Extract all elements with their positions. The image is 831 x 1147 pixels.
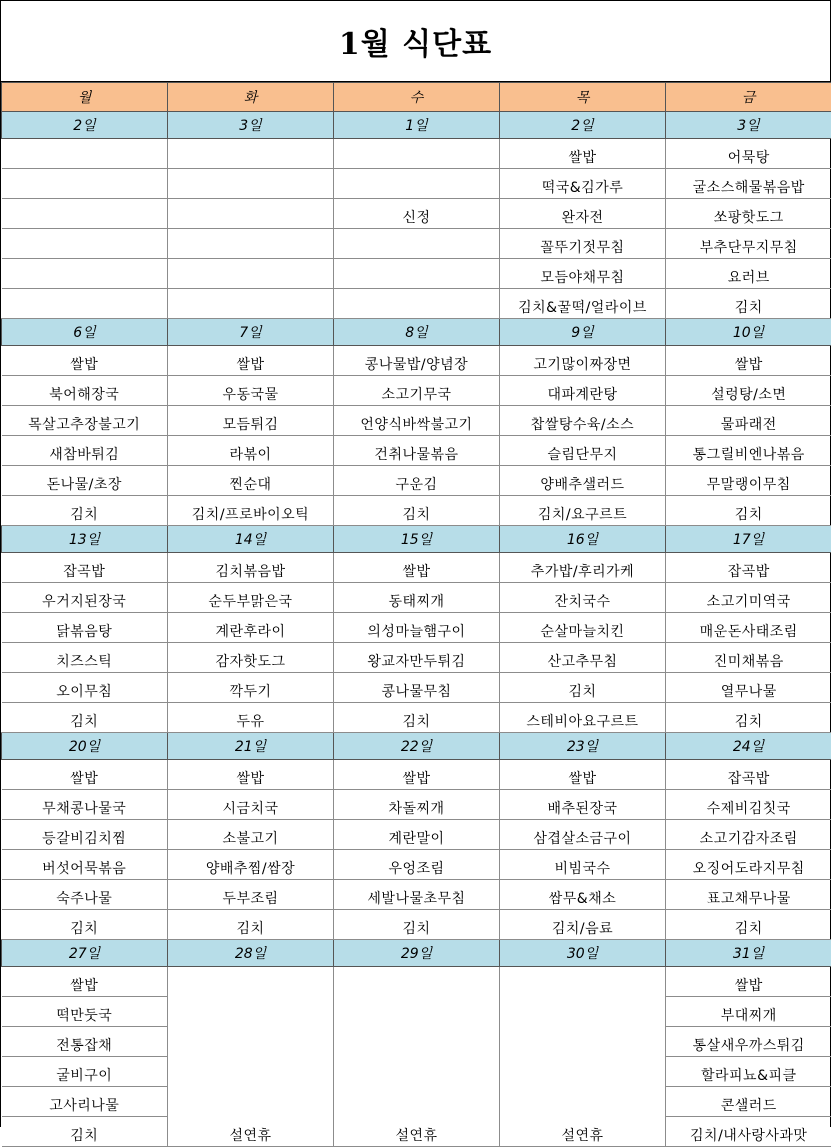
- menu-item: 김치: [334, 910, 500, 940]
- menu-item: [168, 289, 334, 319]
- menu-row: [2, 139, 831, 169]
- date-cell: 6일: [2, 319, 168, 346]
- menu-item: 쌀밥: [666, 346, 831, 376]
- menu-item: 김치&꿀떡/얼라이브: [500, 289, 666, 319]
- menu-item: 콘샐러드: [666, 1087, 831, 1117]
- menu-item: 고기많이짜장면: [500, 346, 666, 376]
- menu-row: [2, 496, 831, 526]
- page-title: 1월 식단표: [1, 0, 830, 82]
- menu-item: 쌀밥: [168, 760, 334, 790]
- menu-item: 김치: [2, 910, 168, 940]
- menu-item: 김치/요구르트: [500, 496, 666, 526]
- menu-item: 모듬튀김: [168, 406, 334, 436]
- menu-item: 쌀밥: [168, 346, 334, 376]
- menu-item: 동태찌개: [334, 583, 500, 613]
- menu-item: 건취나물볶음: [334, 436, 500, 466]
- menu-row: [2, 436, 831, 466]
- menu-item: 김치/내사랑사과맛: [666, 1117, 831, 1147]
- menu-item: 꼴뚜기젓무침: [500, 229, 666, 259]
- date-cell: 3일: [666, 112, 831, 139]
- date-cell: 29일: [334, 940, 500, 967]
- menu-item: 무채콩나물국: [2, 790, 168, 820]
- menu-item: 치즈스틱: [2, 643, 168, 673]
- menu-row: [2, 760, 831, 790]
- menu-item: [2, 199, 168, 229]
- menu-row: [2, 820, 831, 850]
- date-cell: 27일: [2, 940, 168, 967]
- menu-item: 찐순대: [168, 466, 334, 496]
- date-cell: 3일: [168, 112, 334, 139]
- date-cell: 28일: [168, 940, 334, 967]
- date-cell: 14일: [168, 526, 334, 553]
- menu-item: 세발나물초무침: [334, 880, 500, 910]
- menu-item: 김치: [2, 703, 168, 733]
- menu-item: 찹쌀탕수육/소스: [500, 406, 666, 436]
- menu-item: 감자핫도그: [168, 643, 334, 673]
- date-cell: 24일: [666, 733, 831, 760]
- menu-item: 김치: [334, 703, 500, 733]
- weekday-mon: 월: [2, 83, 168, 112]
- menu-item: 비빔국수: [500, 850, 666, 880]
- menu-item: [2, 259, 168, 289]
- menu-item: 떡국&김가루: [500, 169, 666, 199]
- menu-item: 김치: [334, 496, 500, 526]
- menu-item: 언양식바싹불고기: [334, 406, 500, 436]
- menu-item: [2, 169, 168, 199]
- menu-item: 김치: [2, 496, 168, 526]
- date-cell: 30일: [500, 940, 666, 967]
- date-cell: 22일: [334, 733, 500, 760]
- menu-item: 신정: [334, 199, 500, 229]
- menu-item: 김치: [666, 496, 831, 526]
- menu-item: 진미채볶음: [666, 643, 831, 673]
- menu-item: 김치/프로바이오틱: [168, 496, 334, 526]
- menu-item: 요러브: [666, 259, 831, 289]
- weekday-thu: 목: [500, 83, 666, 112]
- menu-row: [2, 289, 831, 319]
- menu-item: 쌀밥: [2, 967, 168, 997]
- menu-row: [2, 346, 831, 376]
- menu-item: 두유: [168, 703, 334, 733]
- menu-row: [2, 169, 831, 199]
- menu-row: [2, 673, 831, 703]
- date-row: [2, 112, 831, 139]
- menu-item: 쌀밥: [2, 760, 168, 790]
- menu-item: 콩나물밥/양념장: [334, 346, 500, 376]
- menu-row: [2, 406, 831, 436]
- weekday-tue: 화: [168, 83, 334, 112]
- menu-item: 김치: [666, 703, 831, 733]
- menu-item: 쏘팡핫도그: [666, 199, 831, 229]
- menu-row: [2, 583, 831, 613]
- menu-row: [2, 466, 831, 496]
- menu-item: 김치: [666, 289, 831, 319]
- menu-item: 두부조림: [168, 880, 334, 910]
- menu-item: 깍두기: [168, 673, 334, 703]
- menu-item: 쌈무&채소: [500, 880, 666, 910]
- date-cell: 15일: [334, 526, 500, 553]
- menu-item: 부대찌개: [666, 997, 831, 1027]
- menu-item: 순살마늘치킨: [500, 613, 666, 643]
- menu-item: 목살고추장불고기: [2, 406, 168, 436]
- menu-row: [2, 199, 831, 229]
- menu-item: 시금치국: [168, 790, 334, 820]
- menu-item: 전통잡채: [2, 1027, 168, 1057]
- menu-item: 우거지된장국: [2, 583, 168, 613]
- menu-row: [2, 910, 831, 940]
- menu-item: 쌀밥: [500, 139, 666, 169]
- holiday-cell: 설연휴: [500, 967, 666, 1147]
- menu-row: [2, 643, 831, 673]
- date-cell: 21일: [168, 733, 334, 760]
- menu-item: 할라피뇨&피클: [666, 1057, 831, 1087]
- menu-item: 어묵탕: [666, 139, 831, 169]
- weekday-fri: 금: [666, 83, 831, 112]
- menu-item: 스테비아요구르트: [500, 703, 666, 733]
- menu-item: 닭볶음탕: [2, 613, 168, 643]
- date-cell: 2일: [2, 112, 168, 139]
- menu-item: 대파계란탕: [500, 376, 666, 406]
- menu-item: 표고채무나물: [666, 880, 831, 910]
- menu-row: [2, 229, 831, 259]
- menu-table: [1, 82, 831, 1147]
- menu-row: [2, 376, 831, 406]
- menu-item: 쌀밥: [500, 760, 666, 790]
- menu-item: 양배추찜/쌈장: [168, 850, 334, 880]
- menu-row: [2, 613, 831, 643]
- menu-item: [168, 199, 334, 229]
- menu-item: 고사리나물: [2, 1087, 168, 1117]
- menu-item: 열무나물: [666, 673, 831, 703]
- date-cell: 17일: [666, 526, 831, 553]
- date-cell: 13일: [2, 526, 168, 553]
- menu-item: 김치/음료: [500, 910, 666, 940]
- menu-item: 김치볶음밥: [168, 553, 334, 583]
- date-cell: 8일: [334, 319, 500, 346]
- menu-item: 쌀밥: [2, 346, 168, 376]
- menu-item: 버섯어묵볶음: [2, 850, 168, 880]
- menu-item: 북어해장국: [2, 376, 168, 406]
- menu-item: 오이무침: [2, 673, 168, 703]
- menu-row: [2, 850, 831, 880]
- menu-item: 새참바튀김: [2, 436, 168, 466]
- menu-item: 김치: [500, 673, 666, 703]
- menu-item: [334, 259, 500, 289]
- menu-item: 숙주나물: [2, 880, 168, 910]
- menu-item: [168, 229, 334, 259]
- menu-item: 등갈비김치찜: [2, 820, 168, 850]
- menu-item: 잡곡밥: [2, 553, 168, 583]
- menu-item: 소불고기: [168, 820, 334, 850]
- menu-item: 완자전: [500, 199, 666, 229]
- menu-item: 쌀밥: [334, 553, 500, 583]
- menu-item: 구운김: [334, 466, 500, 496]
- menu-item: 통살새우까스튀김: [666, 1027, 831, 1057]
- menu-item: 무말랭이무침: [666, 466, 831, 496]
- menu-item: 의성마늘햄구이: [334, 613, 500, 643]
- menu-item: 쌀밥: [334, 760, 500, 790]
- date-cell: 16일: [500, 526, 666, 553]
- holiday-cell: 설연휴: [168, 967, 334, 1147]
- menu-item: 통그릴비엔나볶음: [666, 436, 831, 466]
- menu-item: 차돌찌개: [334, 790, 500, 820]
- menu-row: [2, 703, 831, 733]
- menu-item: [2, 229, 168, 259]
- date-row: [2, 940, 831, 967]
- date-cell: 2일: [500, 112, 666, 139]
- menu-item: 수제비김칫국: [666, 790, 831, 820]
- menu-item: 양배추샐러드: [500, 466, 666, 496]
- menu-item: [334, 169, 500, 199]
- date-cell: 7일: [168, 319, 334, 346]
- menu-row: [2, 967, 831, 997]
- menu-item: 매운돈사태조림: [666, 613, 831, 643]
- weekday-header-row: [2, 83, 831, 112]
- date-cell: 20일: [2, 733, 168, 760]
- menu-item: [334, 229, 500, 259]
- menu-item: 잔치국수: [500, 583, 666, 613]
- menu-row: [2, 259, 831, 289]
- menu-item: 설렁탕/소면: [666, 376, 831, 406]
- menu-item: 굴소스해물볶음밥: [666, 169, 831, 199]
- date-cell: 9일: [500, 319, 666, 346]
- menu-item: 계란말이: [334, 820, 500, 850]
- menu-item: [168, 139, 334, 169]
- menu-item: 콩나물무침: [334, 673, 500, 703]
- menu-item: 돈나물/초장: [2, 466, 168, 496]
- date-cell: 23일: [500, 733, 666, 760]
- menu-row: [2, 790, 831, 820]
- holiday-cell: 설연휴: [334, 967, 500, 1147]
- menu-item: [2, 139, 168, 169]
- date-row: [2, 733, 831, 760]
- menu-item: 소고기미역국: [666, 583, 831, 613]
- weekday-wed: 수: [334, 83, 500, 112]
- menu-row: [2, 880, 831, 910]
- date-row: [2, 319, 831, 346]
- menu-item: 떡만둣국: [2, 997, 168, 1027]
- menu-item: 오징어도라지무침: [666, 850, 831, 880]
- menu-item: 소고기무국: [334, 376, 500, 406]
- menu-item: 김치: [168, 910, 334, 940]
- menu-item: 삼겹살소금구이: [500, 820, 666, 850]
- menu-item: 왕교자만두튀김: [334, 643, 500, 673]
- menu-item: 쌀밥: [666, 967, 831, 997]
- menu-item: 추가밥/후리가케: [500, 553, 666, 583]
- menu-item: [168, 169, 334, 199]
- menu-item: 슬림단무지: [500, 436, 666, 466]
- menu-item: 우엉조림: [334, 850, 500, 880]
- menu-item: 소고기감자조림: [666, 820, 831, 850]
- menu-row: [2, 553, 831, 583]
- menu-item: 계란후라이: [168, 613, 334, 643]
- menu-item: 산고추무침: [500, 643, 666, 673]
- menu-item: 물파래전: [666, 406, 831, 436]
- menu-item: [2, 289, 168, 319]
- menu-item: [334, 289, 500, 319]
- menu-item: 부추단무지무침: [666, 229, 831, 259]
- menu-item: 우동국물: [168, 376, 334, 406]
- menu-item: 김치: [666, 910, 831, 940]
- menu-item: 모듬야채무침: [500, 259, 666, 289]
- date-row: [2, 526, 831, 553]
- menu-item: 굴비구이: [2, 1057, 168, 1087]
- menu-item: 잡곡밥: [666, 553, 831, 583]
- menu-item: 라볶이: [168, 436, 334, 466]
- menu-item: 김치: [2, 1117, 168, 1147]
- menu-item: 순두부맑은국: [168, 583, 334, 613]
- menu-item: [334, 139, 500, 169]
- date-cell: 31일: [666, 940, 831, 967]
- menu-item: 배추된장국: [500, 790, 666, 820]
- date-cell: 1일: [334, 112, 500, 139]
- menu-item: 잡곡밥: [666, 760, 831, 790]
- date-cell: 10일: [666, 319, 831, 346]
- menu-item: [168, 259, 334, 289]
